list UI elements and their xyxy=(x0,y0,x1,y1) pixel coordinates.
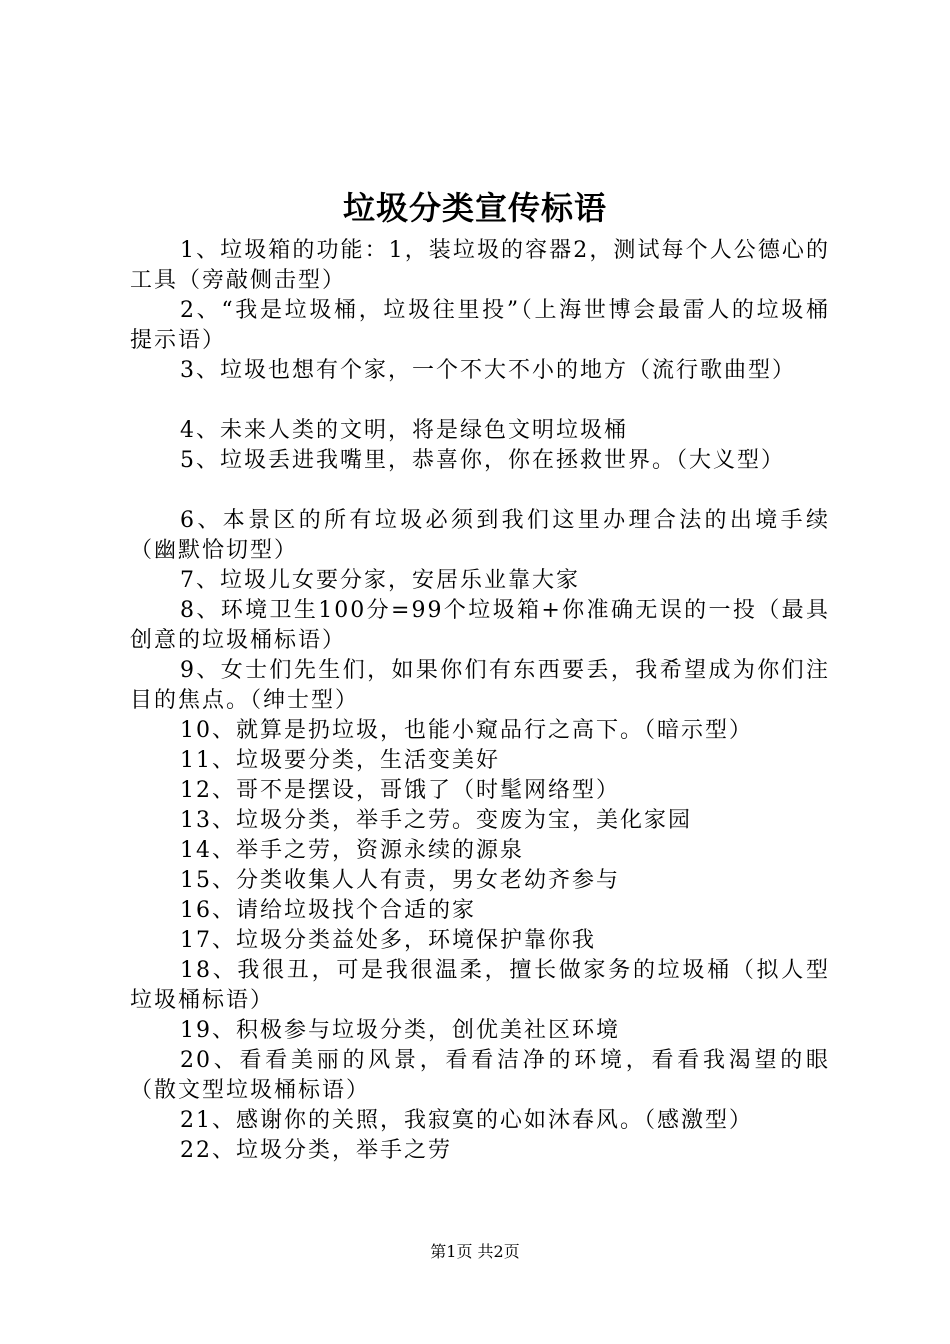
list-item: 21、感谢你的关照，我寂寞的心如沐春风。（感激型） xyxy=(180,1108,753,1133)
page-title: 垃圾分类宣传标语 xyxy=(342,189,607,227)
list-item: 12、哥不是摆设，哥饿了（时髦网络型） xyxy=(180,778,620,803)
page-footer: 第1页 共2页 xyxy=(430,1242,520,1261)
list-item: 13、垃圾分类，举手之劳。变废为宝，美化家园 xyxy=(180,808,692,833)
list-item: 20、看看美丽的风景，看看洁净的环境，看看我渴望的眼（散文型垃圾桶标语） xyxy=(130,1048,830,1103)
list-item: 8、环境卫生100分=99个垃圾箱+你准确无误的一投（最具创意的垃圾桶标语） xyxy=(130,598,830,653)
list-item: 14、举手之劳，资源永续的源泉 xyxy=(180,838,524,863)
list-item: 7、垃圾儿女要分家，安居乐业靠大家 xyxy=(180,568,580,593)
list-item: 9、女士们先生们，如果你们有东西要丢，我希望成为你们注目的焦点。（绅士型） xyxy=(130,658,830,713)
list-item: 6、本景区的所有垃圾必须到我们这里办理合法的出境手续（幽默恰切型） xyxy=(130,508,830,563)
slogan-list xyxy=(130,236,830,1166)
list-item: 17、垃圾分类益处多，环境保护靠你我 xyxy=(180,928,596,953)
list-item: 16、请给垃圾找个合适的家 xyxy=(180,898,476,923)
list-item: 10、就算是扔垃圾，也能小窥品行之高下。（暗示型） xyxy=(180,718,753,743)
list-item: 22、垃圾分类，举手之劳 xyxy=(180,1138,452,1163)
list-item: 5、垃圾丢进我嘴里，恭喜你，你在拯救世界。（大义型） xyxy=(180,448,785,473)
list-item: 4、未来人类的文明，将是绿色文明垃圾桶 xyxy=(180,418,628,443)
list-item: 15、分类收集人人有责，男女老幼齐参与 xyxy=(180,868,620,893)
list-item: 2、“我是垃圾桶，垃圾往里投”（上海世博会最雷人的垃圾桶提示语） xyxy=(130,298,830,353)
list-item: 11、垃圾要分类，生活变美好 xyxy=(180,748,500,773)
list-item: 1、垃圾箱的功能：1，装垃圾的容器2，测试每个人公德心的工具（旁敲侧击型） xyxy=(130,238,830,293)
list-item: 3、垃圾也想有个家，一个不大不小的地方（流行歌曲型） xyxy=(180,358,796,383)
list-item: 18、我很丑，可是我很温柔，擅长做家务的垃圾桶（拟人型垃圾桶标语） xyxy=(130,958,830,1013)
list-item: 19、积极参与垃圾分类，创优美社区环境 xyxy=(180,1018,620,1043)
